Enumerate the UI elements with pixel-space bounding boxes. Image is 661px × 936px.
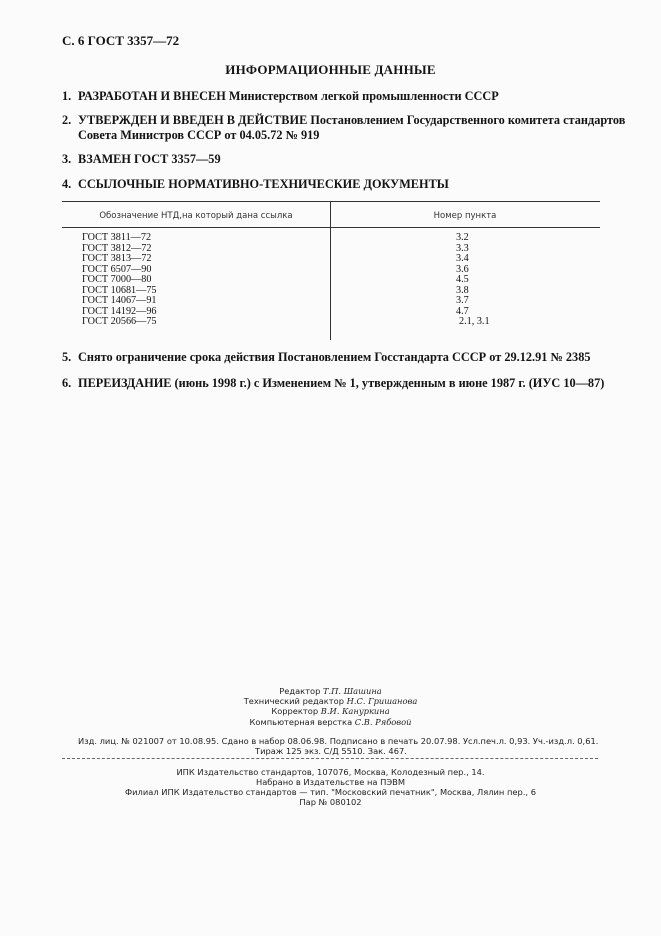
item-number: 1.: [62, 89, 72, 103]
clause-cell: 3.2: [456, 232, 469, 243]
credit-layout: Компьютерная верстка С.В. Рябовой: [249, 716, 412, 727]
clause-cell: 3.3: [456, 242, 469, 254]
publisher-line: Филиал ИПК Издательство стандартов — тип. "Московский печатник", Москва, Лялин пер., 6: [125, 787, 536, 797]
info-item-4: [62, 177, 449, 192]
item-text-continuation: Совета Министров СССР от 04.05.72 № 919: [78, 128, 320, 142]
clause-cell: 3.6: [456, 263, 469, 275]
clause-cell: 4.5: [456, 274, 469, 285]
info-item-1: [62, 89, 499, 104]
reference-table: [62, 201, 600, 340]
item-text: ПЕРЕИЗДАНИЕ (июнь 1998 г.) с Изменением № 1, утвержденным в июне 1987 г. (ИУС 10—87): [78, 376, 605, 390]
item-text: УТВЕРЖДЕН И ВВЕДЕН В ДЕЙСТВИЕ Постановлением Государственного комитета стандартов: [78, 113, 626, 127]
item-text: ВЗАМЕН ГОСТ 3357—59: [78, 152, 221, 166]
item-number: 6.: [62, 376, 72, 390]
publication-info: [78, 736, 598, 756]
section-title: ИНФОРМАЦИОННЫЕ ДАННЫЕ: [225, 62, 436, 77]
item-text: Снято ограничение срока действия Постановлением Госстандарта СССР от 29.12.91 № 2385: [78, 350, 591, 364]
info-item-6: [62, 376, 604, 391]
clause-cell: 3.8: [456, 284, 469, 296]
publisher-line: Набрано в Издательстве на ПЭВМ: [255, 777, 406, 787]
clause-cell: 2.1, 3.1: [459, 316, 490, 327]
publisher-line: Пар № 080102: [299, 797, 362, 807]
publication-line: Тираж 125 экз. С/Д 5510. Зак. 467.: [255, 746, 407, 756]
document-cell: ГОСТ 3812—72: [82, 242, 152, 254]
publication-line: Изд. лиц. № 021007 от 10.08.95. Сдано в набор 08.06.98. Подписано в печать 20.07.98. Усл.печ.л. 0,93. Уч.-изд.л. 0,61.: [78, 736, 599, 746]
document-cell: ГОСТ 6507—90: [82, 263, 152, 275]
item-number: 3.: [62, 152, 72, 166]
clause-list: [456, 233, 490, 328]
table-header-clause: Номер пункта: [433, 211, 497, 221]
document-cell: ГОСТ 14067—91: [82, 295, 157, 306]
item-text: РАЗРАБОТАН И ВНЕСЕН Министерством легкой промышленности СССР: [78, 89, 499, 103]
item-text: ССЫЛОЧНЫЕ НОРМАТИВНО-ТЕХНИЧЕСКИЕ ДОКУМЕНТЫ: [78, 177, 449, 191]
document-cell: ГОСТ 20566—75: [82, 316, 157, 327]
clause-cell: 4.7: [456, 305, 469, 317]
editorial-credits: [0, 686, 661, 727]
credit-editor: Редактор Т.П. Шашина: [279, 686, 382, 696]
item-number: 5.: [62, 350, 72, 364]
document-cell: ГОСТ 3813—72: [82, 253, 152, 264]
item-number: 2.: [62, 113, 72, 127]
document-cell: ГОСТ 14192—96: [82, 305, 157, 317]
table-header-document: Обозначение НТД,на который дана ссылка: [99, 211, 293, 221]
info-item-5: [62, 350, 591, 365]
table-column-divider: [330, 202, 331, 340]
clause-cell: 3.7: [456, 295, 469, 306]
item-number: 4.: [62, 177, 72, 191]
info-item-2: [62, 113, 625, 143]
document-cell: ГОСТ 7000—80: [82, 274, 152, 285]
document-list: [82, 233, 157, 328]
document-cell: ГОСТ 10681—75: [82, 284, 157, 296]
table-header-divider: [62, 227, 600, 228]
credit-tech-editor: Технический редактор Н.С. Гришанова: [243, 696, 418, 707]
publisher-line: ИПК Издательство стандартов, 107076, Москва, Колодезный пер., 14.: [176, 767, 485, 777]
clause-cell: 3.4: [456, 253, 469, 264]
dashed-divider: [62, 758, 598, 759]
credit-proofreader: Корректор В.И. Кануркина: [271, 706, 390, 717]
publisher-info: [0, 767, 661, 807]
document-cell: ГОСТ 3811—72: [82, 232, 152, 243]
page-header: С. 6 ГОСТ 3357—72: [62, 33, 180, 48]
info-item-3: [62, 152, 221, 167]
